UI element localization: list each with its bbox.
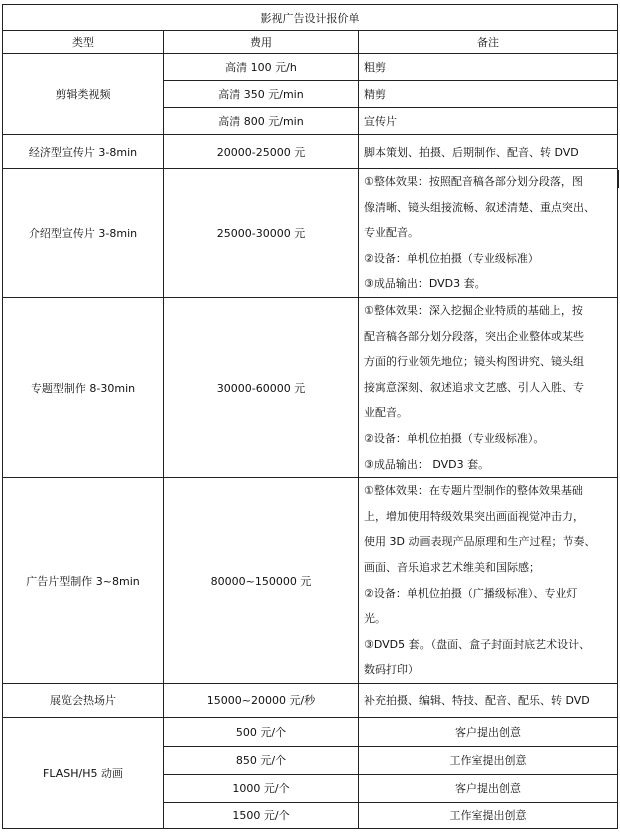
fee-cell: 80000~150000 元 bbox=[164, 478, 359, 684]
type-cell: 介绍型宣传片 3-8min bbox=[3, 169, 164, 298]
note-line: 配音稿各部分划分段落，突出企业整体或某些 bbox=[364, 329, 584, 343]
fee-cell: 高清 800 元/min bbox=[164, 108, 359, 135]
fee-cell: 500 元/个 bbox=[164, 717, 359, 746]
type-cell: 广告片型制作 3~8min bbox=[3, 478, 164, 684]
type-cell: 展览会热场片 bbox=[3, 683, 164, 717]
note-cell: 工作室提出创意 bbox=[359, 802, 618, 828]
note-line: ②设备：单机位拍摄（专业级标准）。 bbox=[364, 431, 545, 445]
fee-cell: 高清 100 元/h bbox=[164, 54, 359, 81]
table-row bbox=[3, 54, 618, 81]
fee-cell: 20000-25000 元 bbox=[164, 135, 359, 169]
fee-cell: 高清 350 元/min bbox=[164, 81, 359, 108]
note-cell: 脚本策划、拍摄、后期制作、配音、转 DVD bbox=[359, 135, 618, 169]
table-row bbox=[3, 135, 618, 169]
note-line: 方面的行业领先地位；镜头构图讲究、镜头组 bbox=[364, 355, 584, 369]
note-line: ②设备：单机位拍摄（专业级标准） bbox=[364, 251, 539, 265]
note-cell bbox=[359, 169, 618, 298]
type-cell: 专题型制作 8-30min bbox=[3, 297, 164, 477]
quote-table bbox=[2, 4, 618, 829]
table-row bbox=[3, 297, 618, 477]
type-cell: 剪辑类视频 bbox=[3, 54, 164, 135]
note-cell: 工作室提出创意 bbox=[359, 746, 618, 774]
header-fee: 费用 bbox=[164, 31, 359, 54]
title-row bbox=[3, 5, 618, 31]
note-line: 业配音。 bbox=[364, 406, 408, 420]
note-cell: 客户提出创意 bbox=[359, 774, 618, 802]
note-line: 上，增加使用特级效果突出画面视觉冲击力， bbox=[364, 509, 584, 523]
fee-cell: 15000~20000 元/秒 bbox=[164, 683, 359, 717]
type-cell: FLASH/H5 动画 bbox=[3, 717, 164, 828]
note-line: 数码打印） bbox=[364, 663, 419, 677]
note-cell: 粗剪 bbox=[359, 54, 618, 81]
note-cell: 补充拍摄、编辑、特技、配音、配乐、转 DVD bbox=[359, 683, 618, 717]
note-cell: 客户提出创意 bbox=[359, 717, 618, 746]
header-type: 类型 bbox=[3, 31, 164, 54]
note-cell: 精剪 bbox=[359, 81, 618, 108]
note-line: ③成品输出：DVD3 套。 bbox=[364, 277, 486, 291]
note-cell bbox=[359, 478, 618, 684]
note-line: 专业配音。 bbox=[364, 226, 419, 240]
note-line: ③DVD5 套。（盘面、盒子封面封底艺术设计、 bbox=[364, 637, 591, 651]
fee-cell: 30000-60000 元 bbox=[164, 297, 359, 477]
note-line: ③成品输出： DVD3 套。 bbox=[364, 457, 490, 471]
table-row bbox=[3, 478, 618, 684]
fee-cell: 1000 元/个 bbox=[164, 774, 359, 802]
note-line: 像清晰、镜头组接流畅、叙述清楚、重点突出、 bbox=[364, 200, 595, 214]
fee-cell: 1500 元/个 bbox=[164, 802, 359, 828]
note-line: ②设备：单机位拍摄（广播级标准）、专业灯 bbox=[364, 586, 578, 600]
note-line: 画面、音乐追求艺术维美和国际感； bbox=[364, 560, 540, 574]
table-row bbox=[3, 717, 618, 746]
fee-cell: 850 元/个 bbox=[164, 746, 359, 774]
table-row bbox=[3, 169, 618, 298]
note-line: 光。 bbox=[364, 612, 386, 626]
note-line: ①整体效果：深入挖掘企业特质的基础上，按 bbox=[364, 303, 583, 317]
note-cell bbox=[359, 297, 618, 477]
table-title: 影视广告设计报价单 bbox=[3, 5, 618, 31]
table-row bbox=[3, 683, 618, 717]
note-line: 接寓意深刻、叙述追求文艺感、引人入胜、专 bbox=[364, 380, 584, 394]
fee-cell: 25000-30000 元 bbox=[164, 169, 359, 298]
note-line: ①整体效果：在专题片型制作的整体效果基础 bbox=[364, 484, 583, 498]
type-cell: 经济型宣传片 3-8min bbox=[3, 135, 164, 169]
note-line: ①整体效果：按照配音稿各部分划分段落，图 bbox=[364, 175, 583, 188]
header-note: 备注 bbox=[359, 31, 618, 54]
note-cell: 宣传片 bbox=[359, 108, 618, 135]
header-row bbox=[3, 31, 618, 54]
note-line: 使用 3D 动画表现产品原理和生产过程；节奏、 bbox=[364, 535, 596, 549]
edge-mark bbox=[617, 170, 619, 188]
